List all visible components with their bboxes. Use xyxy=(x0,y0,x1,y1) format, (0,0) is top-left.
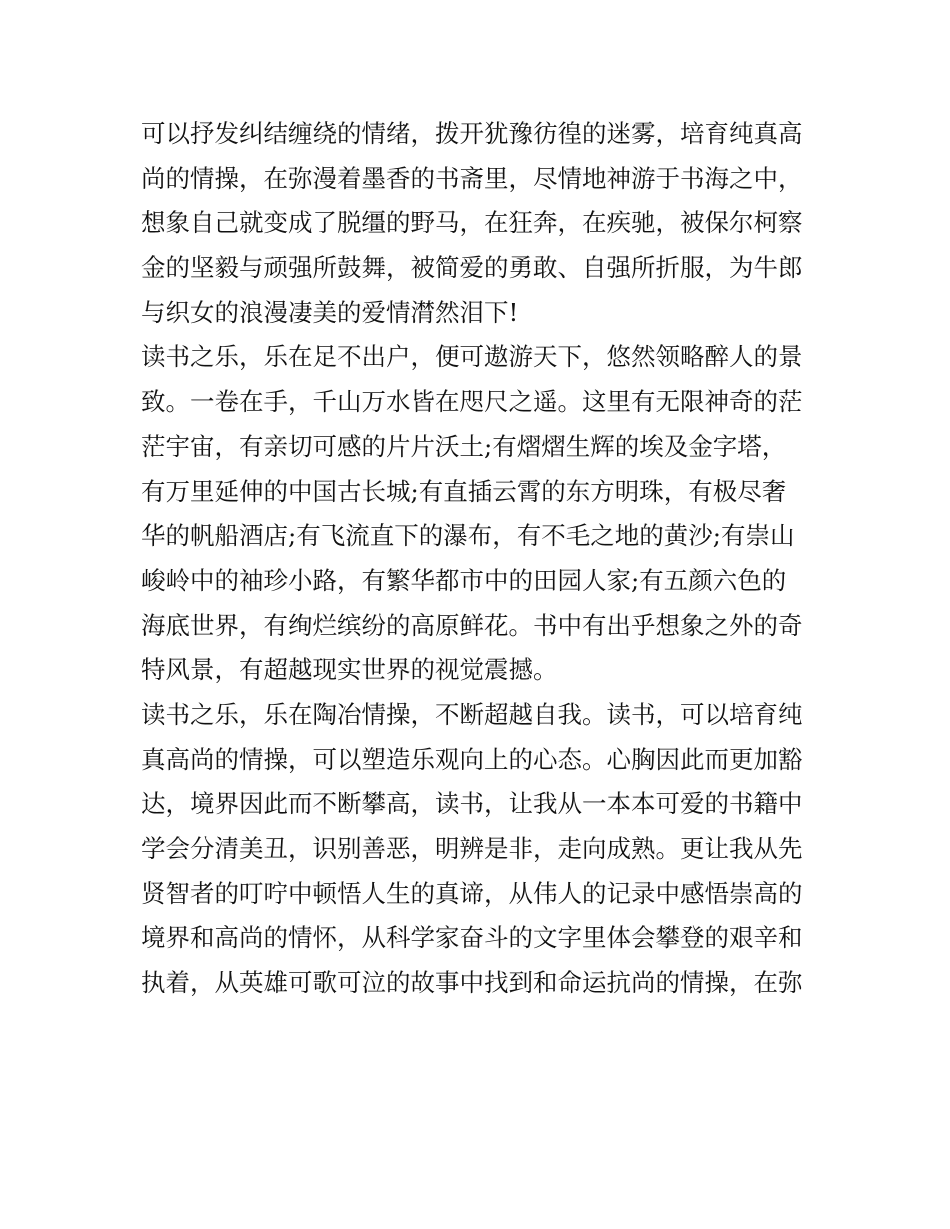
document-body xyxy=(141,112,821,1006)
text-line: 峻岭中的袖珍小路，有繁华都市中的田园人家;有五颜六色的 xyxy=(141,565,787,595)
text-line: 达，境界因此而不断攀高，读书，让我从一本本可爱的书籍中 xyxy=(141,789,803,819)
text-line: 贤智者的叮咛中顿悟人生的真谛，从伟人的记录中感悟崇高的 xyxy=(141,878,803,908)
text-line: 与织女的浪漫凄美的爱情潸然泪下! xyxy=(141,297,519,327)
text-line: 华的帆船酒店;有飞流直下的瀑布，有不毛之地的黄沙;有崇山 xyxy=(141,521,795,551)
text-line: 尚的情操，在弥漫着墨香的书斋里，尽情地神游于书海之中， xyxy=(141,163,803,193)
text-line: 真高尚的情操，可以塑造乐观向上的心态。心胸因此而更加豁 xyxy=(141,744,803,774)
text-line: 读书之乐，乐在足不出户，便可遨游天下，悠然领略醉人的景 xyxy=(141,342,803,372)
text-line: 学会分清美丑，识别善恶，明辨是非，走向成熟。更让我从先 xyxy=(141,834,803,863)
text-line: 可以抒发纠结缠绕的情绪，拨开犹豫彷徨的迷雾，培育纯真高 xyxy=(141,119,803,148)
text-line: 特风景，有超越现实世界的视觉震撼。 xyxy=(141,655,558,685)
text-line: 读书之乐，乐在陶冶情操，不断超越自我。读书，可以培育纯 xyxy=(141,699,803,729)
text-line: 金的坚毅与顽强所鼓舞，被简爱的勇敢、自强所折服，为牛郎 xyxy=(141,253,803,283)
text-line: 茫宇宙，有亲切可感的片片沃土;有熠熠生辉的埃及金字塔， xyxy=(141,431,787,461)
text-line: 执着，从英雄可歌可泣的故事中找到和命运抗尚的情操，在弥 xyxy=(141,968,803,998)
text-line: 境界和高尚的情怀，从科学家奋斗的文字里体会攀登的艰辛和 xyxy=(141,923,803,953)
text-line: 海底世界，有绚烂缤纷的高原鲜花。书中有出乎想象之外的奇 xyxy=(141,610,803,640)
text-line: 想象自己就变成了脱缰的野马，在狂奔，在疾驰，被保尔柯察 xyxy=(141,208,803,238)
text-line: 有万里延伸的中国古长城;有直插云霄的东方明珠，有极尽奢 xyxy=(141,476,787,506)
text-line: 致。一卷在手，千山万水皆在咫尺之遥。这里有无限神奇的茫 xyxy=(141,387,803,417)
